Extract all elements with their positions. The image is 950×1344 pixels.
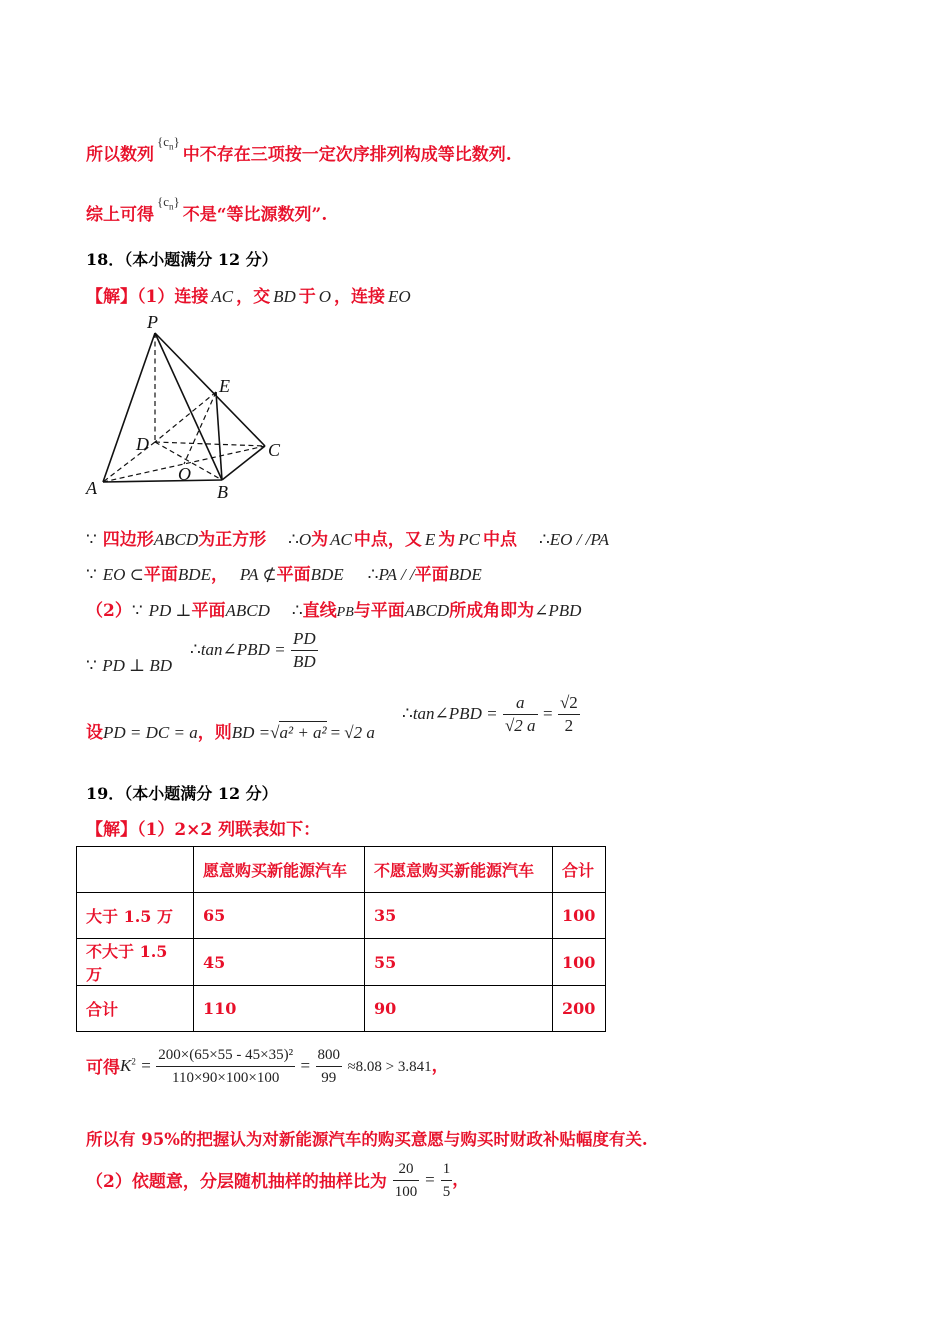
table-cell: 100 <box>553 893 606 939</box>
edge-ab <box>103 480 222 482</box>
table-cell: 合计 <box>77 986 194 1032</box>
q19-header: 19．（本小题满分 12 分） <box>86 784 278 803</box>
label-d: D <box>136 434 149 454</box>
label-e: E <box>219 376 230 396</box>
q18-reason-line-1: ∵ 四边形ABCD为正方形 ∴O为 AC 中点，又 E 为 PC 中点 ∴EO / /PA <box>86 530 609 550</box>
q18-tan-result: ∴tan∠PBD = $\frac{a}{√2 a}$ = $\frac{√2}{2}$ <box>402 693 578 735</box>
label-p: P <box>147 312 158 332</box>
table-cell: 200 <box>553 986 606 1032</box>
edge-dc <box>155 442 265 446</box>
table-row <box>77 939 606 986</box>
sentence-conclusion <box>86 194 328 226</box>
q19-conclusion: 所以有 95%的把握认为对新能源汽车的购买意愿与购买时财政补贴幅度有关. <box>86 1130 648 1149</box>
solution-label: 【解】 <box>86 820 137 840</box>
table-cell: 不愿意购买新能源汽车 <box>365 847 553 893</box>
text: 中不存在三项按一定次序排列构成等比数列. <box>182 145 512 165</box>
sequence-symbol: {cn} <box>157 194 180 212</box>
edge-bc <box>222 446 265 480</box>
fraction-20-100: $\frac{20}{100}$ <box>393 1158 420 1203</box>
text: 综上可得 <box>86 205 154 225</box>
edge-pc <box>155 333 265 446</box>
fraction-root2-2: $\frac{√2}{2}$ <box>559 693 578 735</box>
table-cell: 65 <box>194 893 365 939</box>
sentence-no-geometric-triple <box>86 134 512 166</box>
table-cell: 35 <box>365 893 553 939</box>
label-o: O <box>178 464 191 484</box>
table-header-row <box>77 847 606 893</box>
contingency-table <box>76 846 606 1032</box>
q18-part2-line: （2）∵ PD ⊥平面ABCD ∴直线PB与平面ABCD所成角即为∠PBD <box>86 601 582 621</box>
q18-header: 18．（本小题满分 12 分） <box>86 250 278 269</box>
table-row <box>77 986 606 1032</box>
q18-assume-line: 设PD = DC = a，则BD =√a² + a² = √2 a <box>86 723 375 743</box>
q18-part1-line: 【解】（1）连接 AC ，交 BD 于 O ，连接 EO <box>86 287 411 307</box>
fraction-pd-bd: $\frac{PD}{BD}$ <box>292 629 316 671</box>
edge-eb <box>216 392 222 480</box>
table-cell: 合计 <box>553 847 606 893</box>
edge-pa <box>103 333 155 482</box>
q18-perpendicular-line: ∵ PD ⊥ BD <box>86 656 173 675</box>
table-row <box>77 893 606 939</box>
q18-reason-line-2: ∵ EO ⊂平面BDE， PA ⊄平面BDE ∴PA / /平面BDE <box>86 565 482 585</box>
q18-tan-formula: ∴tan∠PBD = $\frac{PD}{BD}$ <box>190 629 316 671</box>
table-cell: 不大于 1.5 万 <box>77 939 194 986</box>
table-cell: 大于 1.5 万 <box>77 893 194 939</box>
label-c: C <box>268 440 281 460</box>
table-cell: 45 <box>194 939 365 986</box>
table-cell: 55 <box>365 939 553 986</box>
table-cell: 100 <box>553 939 606 986</box>
sequence-symbol: {cn} <box>157 134 180 152</box>
fraction-800-99: $\frac{800}{99}$ <box>316 1044 343 1089</box>
label-b: B <box>217 482 228 502</box>
solution-label: 【解】 <box>86 287 137 307</box>
q19-part1-line: 【解】（1）2×2 列联表如下： <box>86 820 321 840</box>
segment-eo <box>184 392 216 464</box>
table-cell <box>77 847 194 893</box>
pyramid-figure <box>80 310 300 505</box>
text: 不是“等比源数列”. <box>182 205 328 225</box>
fraction-a-root2a: $\frac{a}{√2 a}$ <box>504 693 536 735</box>
q19-part2-line: （2）依题意，分层随机抽样的抽样比为 $\frac{20}{100}$ = $\frac{1}{5}$ ， <box>86 1158 469 1203</box>
label-a: A <box>86 478 97 498</box>
table-cell: 90 <box>365 986 553 1032</box>
fraction-1-5: $\frac{1}{5}$ <box>441 1158 453 1203</box>
k2-formula-line: 可得$K^2$ = $\frac{\text{200×(65×55 - 45×35)²}}{110\times 90\times 100\times 100}$ = $\frac{800}{99}$ ≈8.08 > 3.841， <box>86 1044 449 1089</box>
table-cell: 愿意购买新能源汽车 <box>194 847 365 893</box>
table-cell: 110 <box>194 986 365 1032</box>
fraction-k2: $\frac{\text{200×(65×55 - 45×35)²}}{110\times 90\times 100\times 100}$ <box>156 1044 295 1089</box>
text: 所以数列 <box>86 145 154 165</box>
